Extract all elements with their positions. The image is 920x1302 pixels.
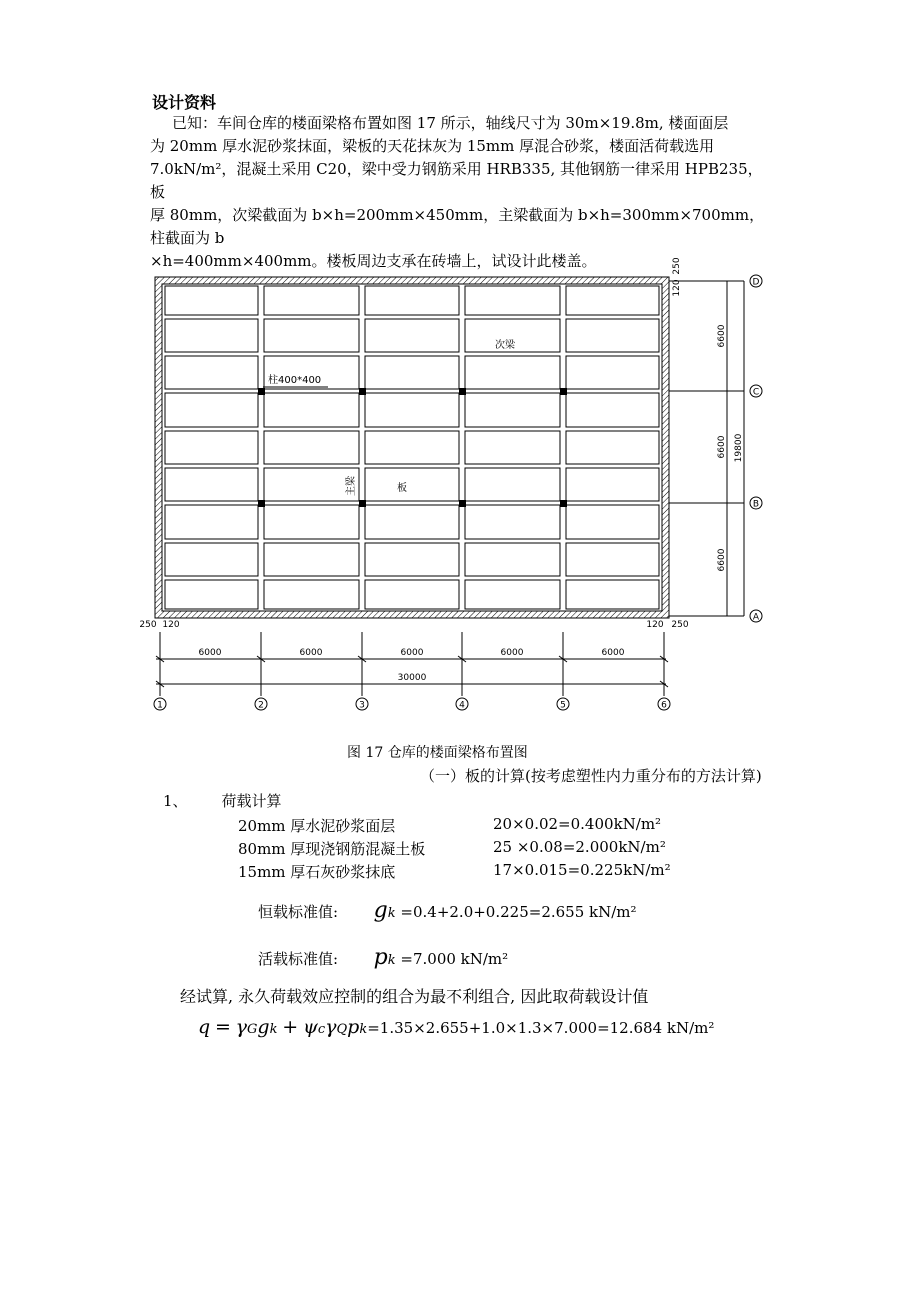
- axis-label-C: C: [752, 387, 760, 398]
- column-label: 柱400*400: [268, 375, 322, 386]
- slab-panel: [264, 431, 359, 464]
- dead-load-line: [258, 898, 637, 923]
- dim-total: 30000: [397, 673, 427, 683]
- slab-panel: [566, 356, 659, 389]
- slab-panel: [165, 393, 258, 427]
- axis-label-B: B: [752, 499, 760, 510]
- dim-wall-right: 250: [671, 620, 689, 630]
- para-line: 已知：车间仓库的楼面梁格布置如图 17 所示，轴线尺寸为 30m×19.8m, 楼面面层: [172, 114, 729, 132]
- live-load-symbol: p: [373, 945, 388, 970]
- column-mark: [359, 500, 366, 507]
- design-load-result: =1.35×2.655+1.0×1.3×7.000=12.684 kN/m²: [367, 1019, 715, 1037]
- dim-wall-right: 120: [646, 620, 664, 630]
- slab-panel: [465, 431, 560, 464]
- dim-span: 6000: [198, 648, 222, 658]
- dim-span-vertical: 6600: [717, 435, 727, 459]
- combination-note: 经试算, 永久荷载效应控制的组合为最不利组合, 因此取荷载设计值: [180, 987, 649, 1006]
- axis-label-3: 3: [359, 700, 365, 711]
- slab-panel: [465, 286, 560, 315]
- dead-load-symbol: g: [373, 898, 388, 923]
- para-line: 厚 80mm，次梁截面为 b×h=200mm×450mm，主梁截面为 b×h=300mm×700mm，柱截面为 b: [150, 206, 765, 247]
- load-label: 80mm 厚现浇钢筋混凝土板: [238, 840, 426, 858]
- dim-span-vertical: 6600: [717, 548, 727, 572]
- dim-wall-top: 120: [672, 279, 682, 297]
- slab-panel: [264, 580, 359, 609]
- section-number: 1、: [163, 792, 188, 810]
- column-mark: [258, 500, 265, 507]
- dead-load-subscript: k: [387, 906, 396, 921]
- slab-panel: [264, 505, 359, 539]
- dead-load-label: 恒载标准值:: [258, 903, 339, 921]
- dim-span: 6000: [601, 648, 625, 658]
- para-line: ×h=400mm×400mm。楼板周边支承在砖墙上，试设计此楼盖。: [150, 252, 597, 270]
- brick-wall: [155, 277, 669, 618]
- live-load-label: 活载标准值:: [258, 950, 339, 968]
- dim-wall-left: 250: [139, 620, 157, 630]
- slab-panel: [566, 431, 659, 464]
- load-value: 17×0.015=0.225kN/m²: [493, 861, 671, 879]
- axis-label-A: A: [752, 612, 760, 623]
- load-row: [238, 861, 718, 881]
- slab-panel: [566, 543, 659, 576]
- slab-panel: [566, 468, 659, 501]
- main-beam-label: 主梁: [346, 476, 357, 496]
- slab-panel: [365, 286, 459, 315]
- slab-panel: [165, 580, 258, 609]
- slab-panel: [165, 543, 258, 576]
- slab-panel: [365, 319, 459, 352]
- dim-span-vertical: 6600: [717, 324, 727, 348]
- column-mark: [459, 388, 466, 395]
- para-line: 7.0kN/m²，混凝土采用 C20，梁中受力钢筋采用 HRB335, 其他钢筋一律采用 HPB235，板: [150, 160, 763, 201]
- column-mark: [560, 500, 567, 507]
- column-mark: [258, 388, 265, 395]
- axis-label-6: 6: [661, 700, 667, 711]
- para-line: 为 20mm 厚水泥砂浆抹面，梁板的天花抹灰为 15mm 厚混合砂浆，楼面活荷载选用: [150, 137, 715, 155]
- axis-label-1: 1: [157, 700, 163, 711]
- column-mark: [359, 388, 366, 395]
- slab-panel: [165, 468, 258, 501]
- slab-panel: [365, 580, 459, 609]
- dead-load-expression: =0.4+2.0+0.225=2.655 kN/m²: [400, 903, 637, 921]
- slab-panel: [365, 543, 459, 576]
- dim-total-vertical: 19800: [734, 433, 744, 463]
- section-title: [163, 790, 282, 811]
- section-heading: 设计资料: [152, 93, 217, 112]
- dim-span: 6000: [500, 648, 524, 658]
- slab-panel: [365, 356, 459, 389]
- slab-panel: [165, 286, 258, 315]
- slab-panel: [465, 356, 560, 389]
- dim-span: 6000: [400, 648, 424, 658]
- dim-wall-left: 120: [162, 620, 180, 630]
- slab-panel: [264, 393, 359, 427]
- axis-label-2: 2: [258, 700, 264, 711]
- dim-span: 6000: [299, 648, 323, 658]
- live-load-line: [258, 945, 508, 970]
- column-mark: [459, 500, 466, 507]
- slab-panel: [465, 580, 560, 609]
- slab-panel: [165, 319, 258, 352]
- slab-panel: [465, 468, 560, 501]
- slab-panel: [365, 393, 459, 427]
- slab-panel: [365, 468, 459, 501]
- slab-panel: [566, 319, 659, 352]
- axis-label-5: 5: [560, 700, 566, 711]
- slab-panel: [566, 580, 659, 609]
- slab-panel: [365, 431, 459, 464]
- slab-panel: [165, 356, 258, 389]
- secondary-beam-label: 次梁: [495, 340, 515, 351]
- section-name: 荷载计算: [221, 792, 282, 810]
- subtitle: （一）板的计算(按考虑塑性内力重分布的方法计算): [420, 767, 762, 785]
- slab-panel: [465, 505, 560, 539]
- load-row: [238, 815, 718, 835]
- live-load-subscript: k: [387, 953, 396, 968]
- slab-panels: [165, 286, 659, 609]
- axis-label-D: D: [752, 277, 760, 288]
- slab-panel: [566, 505, 659, 539]
- load-label: 20mm 厚水泥砂浆面层: [238, 817, 396, 835]
- design-load-formula: q = γGgk + ψcγQpk=1.35×2.655+1.0×1.3×7.000=12.684 kN/m²: [198, 1016, 715, 1038]
- column-mark: [560, 388, 567, 395]
- slab-label: 板: [397, 483, 407, 494]
- axis-label-4: 4: [459, 700, 465, 711]
- slab-panel: [264, 286, 359, 315]
- slab-panel: [165, 431, 258, 464]
- slab-panel: [264, 468, 359, 501]
- columns: [258, 388, 567, 507]
- load-row: [238, 838, 718, 858]
- slab-panel: [165, 505, 258, 539]
- slab-panel: [465, 393, 560, 427]
- load-value: 20×0.02=0.400kN/m²: [493, 815, 662, 833]
- slab-panel: [365, 505, 459, 539]
- slab-panel: [566, 286, 659, 315]
- load-value: 25 ×0.08=2.000kN/m²: [493, 838, 666, 856]
- load-label: 15mm 厚石灰砂浆抹底: [238, 863, 396, 881]
- live-load-expression: =7.000 kN/m²: [400, 950, 509, 968]
- figure-caption: 图 17 仓库的楼面梁格布置图: [347, 745, 528, 761]
- slab-panel: [264, 319, 359, 352]
- dim-wall-top: 250: [672, 257, 682, 275]
- slab-panel: [465, 543, 560, 576]
- slab-panel: [566, 393, 659, 427]
- slab-panel: [264, 543, 359, 576]
